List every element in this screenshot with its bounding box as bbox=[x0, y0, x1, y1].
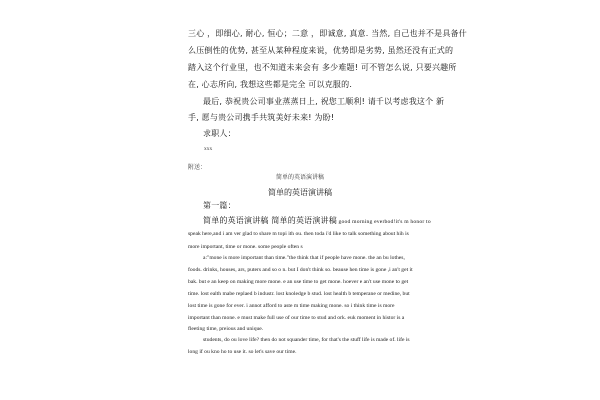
signoff: 求职人： bbox=[203, 129, 236, 138]
speech-line-2: more important, time or mone. some people often s bbox=[188, 244, 303, 250]
speech-para2-line-2: long if ou kno ho to use it. so let's save our time. bbox=[188, 349, 297, 355]
applicant-name: xxx bbox=[204, 146, 213, 152]
letter-line-2: 么压倒性的优势, 甚至从某种程度来说，优势即是劣势, 虽然还没有正式的 bbox=[188, 46, 454, 55]
letter-line-1: 三心 ，即细心, 耐心, 恒心；二意 ，即诚意, 真意. 当然, 自己也并不是具备什 bbox=[188, 29, 467, 38]
speech-para2-line-1: students, do ou love life? then do not squander time, for that's the stuff life is made of. life is bbox=[203, 337, 410, 343]
speech-heading-zh: 简单的英语演讲稿 简单的英语演讲稿 bbox=[203, 216, 337, 225]
speech-line-5: bak. but e an keep on making more mone. e an use time to get mone. hoever e an't use mone to get bbox=[188, 279, 409, 285]
speech-line-1: speak here,and i am ver glad to share m topi ith ou. then toda i'd like to talk something about hih is bbox=[188, 231, 409, 237]
letter-line-4: 在, 心志所向, 我想这些都是完全 可以克服的. bbox=[188, 80, 353, 89]
speech-title: 简单的英语演讲稿 bbox=[268, 188, 332, 197]
speech-line-6: time. lost ealth mabe replaed b industr. lost knoledge b stud. lost health b temperane or medine, but bbox=[188, 291, 410, 297]
speech-line-3: a:"mone is more important than time."the think that if people have mone. the an bu lothes, bbox=[203, 255, 405, 261]
speech-line-4: foods. drinks, houses, ars, puters and so o n. but I don't think so. beause hen time is gone ,i an't get it bbox=[188, 267, 413, 273]
speech-line-9: fleeting time, preious and unique. bbox=[188, 326, 264, 332]
closing-line-1: 最后, 恭祝贵公司事业蒸蒸日上, 祝您工顺利! 请千以考虑我这个 新 bbox=[203, 97, 445, 106]
appendix-label: 附送： bbox=[188, 164, 207, 171]
speech-line-8: important than mone. e must make full use of our time to stud and ork. euk moment in histor is a bbox=[188, 315, 405, 321]
part-label: 第一篇： bbox=[203, 201, 236, 210]
speech-heading-en: good morning everbod!it's m honor to bbox=[336, 219, 431, 225]
speech-heading-line bbox=[203, 215, 431, 228]
appendix-small-title: 简单的英语演讲稿 bbox=[275, 174, 324, 181]
letter-line-3: 踏入这个行业里，也不知道未来会有 多少难题! 可不管怎么说, 只要兴趣所 bbox=[188, 63, 457, 72]
closing-line-2: 手, 愿与贵公司携手共筑美好未来! 为盼! bbox=[188, 113, 335, 122]
speech-line-7: lost time is gone for ever. i annot afford to aste m time making mone. so i think time is more bbox=[188, 303, 395, 309]
